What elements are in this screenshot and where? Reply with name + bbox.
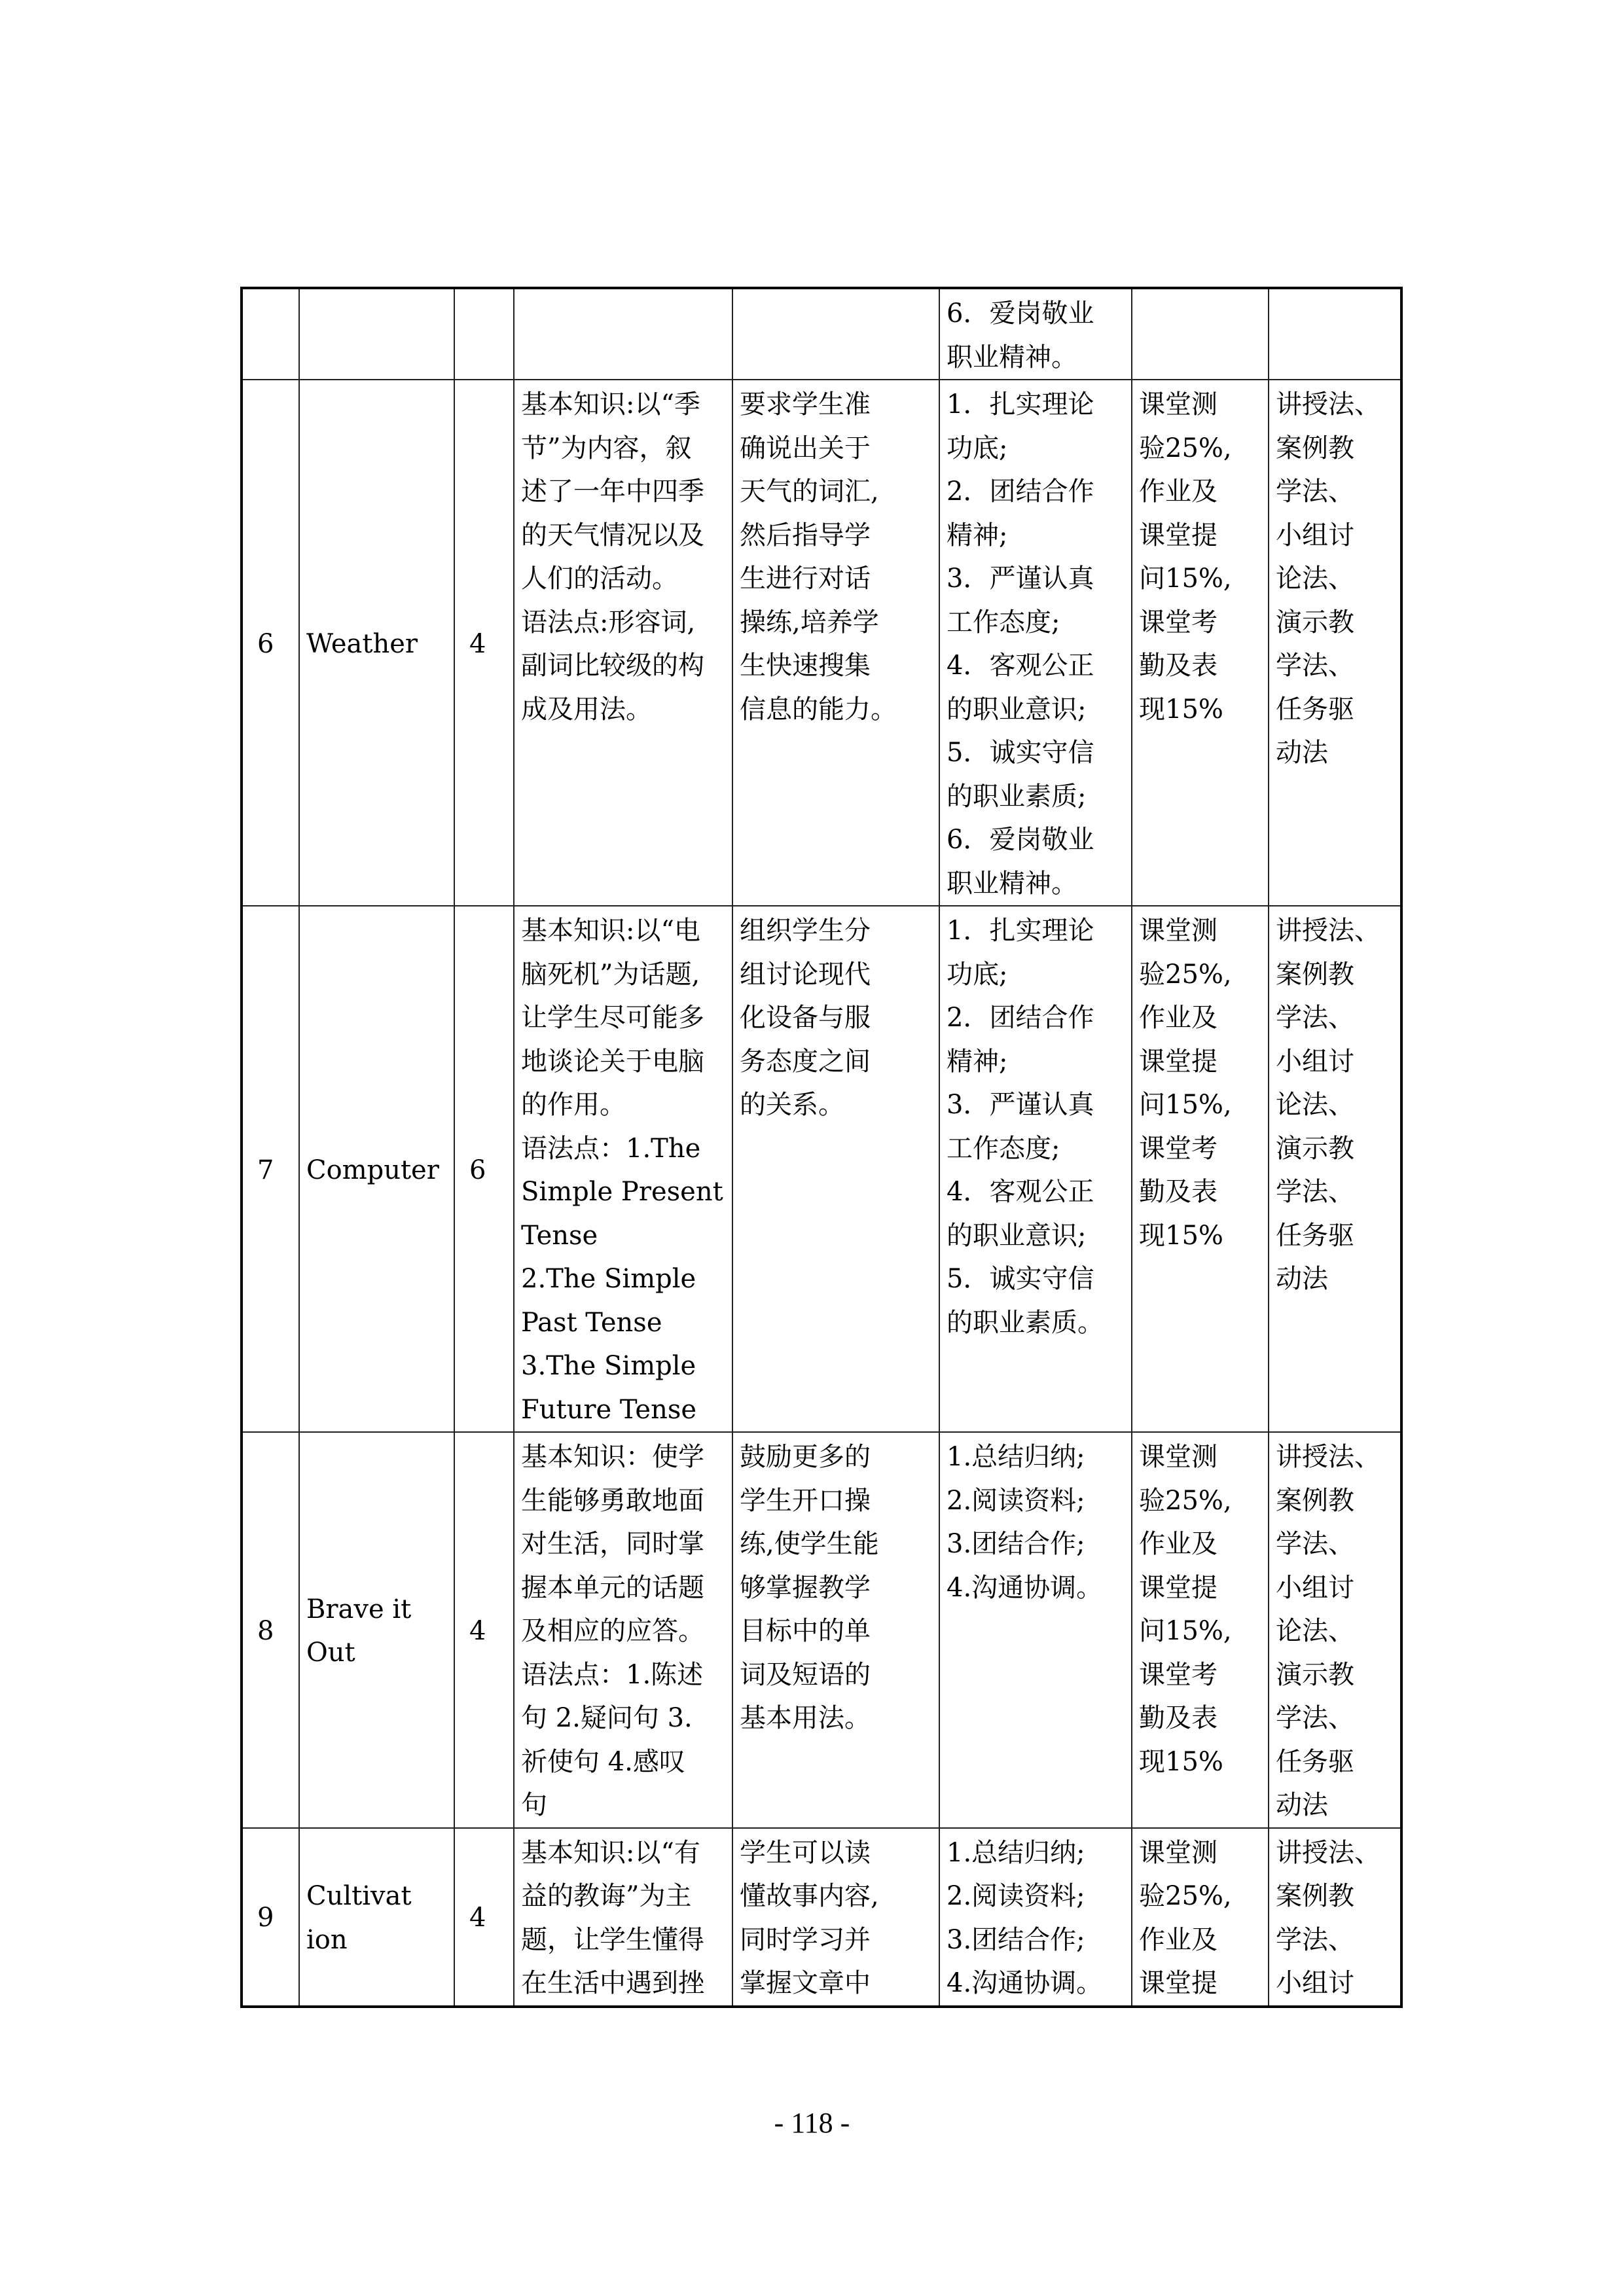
cell-line: 1.总结归纳;	[947, 1442, 1085, 1472]
cell-line: 2．团结合作	[947, 476, 1094, 507]
cell-line: 6．爱岗敬业	[947, 825, 1094, 855]
cell-line: 确说出关于	[740, 433, 871, 463]
cell-number: 8	[242, 1432, 299, 1828]
cell-assessment	[1132, 1828, 1269, 2007]
cell-line: 课堂测	[1139, 389, 1218, 420]
cell-line: 学生可以读	[740, 1837, 871, 1868]
cell-line: 课堂测	[1139, 916, 1218, 946]
cell-line: 任务驱	[1276, 1220, 1354, 1251]
cell-quality-goals	[939, 1432, 1132, 1828]
cell-line: 职业精神。	[947, 868, 1077, 899]
cell-line: 讲授法、	[1276, 1837, 1380, 1868]
cell-line: 4．客观公正	[947, 651, 1094, 681]
cell-line: 在生活中遇到挫	[521, 1968, 704, 1998]
cell-line: 生快速搜集	[740, 651, 871, 681]
cell-line: 学生开口操	[740, 1485, 871, 1516]
cell-line: 现15%	[1139, 1220, 1223, 1251]
cell-line: 对生活，同时掌	[521, 1529, 704, 1559]
cell-line: 现15%	[1139, 1746, 1223, 1777]
cell-line: 讲授法、	[1276, 916, 1380, 946]
cell-line: 1．扎实理论	[947, 916, 1094, 946]
cell-assessment	[1132, 380, 1269, 906]
cell-quality-goals	[939, 380, 1132, 906]
cell-line: 工作态度;	[947, 607, 1060, 637]
cell-line: 勤及表	[1139, 1703, 1218, 1733]
cell-line: 3．严谨认真	[947, 1090, 1094, 1120]
cell-line: 问15%,	[1139, 1090, 1232, 1120]
cell-line: 要求学生准	[740, 389, 871, 420]
cell-line: Weather	[306, 628, 418, 659]
cell-line: 词及短语的	[740, 1659, 871, 1690]
cell-line: 工作态度;	[947, 1133, 1060, 1164]
cell-line: 功底;	[947, 959, 1008, 990]
cell-line: 动法	[1276, 738, 1328, 768]
cell-line: 任务驱	[1276, 1746, 1354, 1777]
cell-line: 的职业素质。	[947, 1307, 1104, 1338]
cell-line: 动法	[1276, 1790, 1328, 1820]
cell-line: Future Tense	[521, 1394, 697, 1425]
cell-teaching-requirements	[732, 1432, 939, 1828]
cell-line: 作业及	[1139, 476, 1218, 507]
cell-line: 案例教	[1276, 433, 1354, 463]
cell-line: 验25%,	[1139, 959, 1232, 990]
cell-line: 基本知识:以“季	[521, 389, 700, 420]
cell-line: 作业及	[1139, 1003, 1218, 1033]
cell-line: 句 2.疑问句 3.	[521, 1703, 693, 1733]
cell-line: 节”为内容，叙	[521, 433, 692, 463]
cell-line: 学法、	[1276, 1003, 1354, 1033]
cell-line: 然后指导学	[740, 520, 871, 550]
cell-line: ion	[306, 1924, 348, 1955]
cell-line: Past Tense	[521, 1307, 662, 1338]
cell-teaching-content	[514, 288, 732, 380]
cell-line: 2.阅读资料;	[947, 1485, 1085, 1516]
cell-line: 课堂考	[1139, 1659, 1218, 1690]
cell-number: 7	[242, 906, 299, 1432]
cell-line: 语法点：1.The	[521, 1133, 701, 1164]
cell-line: 作业及	[1139, 1924, 1218, 1955]
cell-line: 同时学习并	[740, 1924, 871, 1955]
cell-line: 课堂提	[1139, 1968, 1218, 1998]
cell-line: 基本知识:以“电	[521, 916, 700, 946]
cell-line: 3．严谨认真	[947, 564, 1094, 594]
cell-line: 练,使学生能	[740, 1529, 879, 1559]
cell-line: Brave it	[306, 1594, 412, 1624]
cell-line: 4.沟通协调。	[947, 1572, 1103, 1603]
cell-line: 生能够勇敢地面	[521, 1485, 704, 1516]
cell-line: 案例教	[1276, 1485, 1354, 1516]
cell-line: 4．客观公正	[947, 1177, 1094, 1207]
cell-line: 小组讨	[1276, 1968, 1354, 1998]
cell-line: 学法、	[1276, 1529, 1354, 1559]
cell-line: 学法、	[1276, 1924, 1354, 1955]
cell-line: 天气的词汇,	[740, 476, 879, 507]
cell-line: 祈使句 4.感叹	[521, 1746, 685, 1777]
cell-unit-title	[299, 380, 454, 906]
cell-hours: 4	[454, 1432, 514, 1828]
cell-line: 基本知识:以“有	[521, 1837, 700, 1868]
cell-teaching-content	[514, 380, 732, 906]
cell-line: 基本知识：使学	[521, 1442, 704, 1472]
cell-line: 小组讨	[1276, 520, 1354, 550]
cell-unit-title	[299, 1432, 454, 1828]
cell-line: 任务驱	[1276, 694, 1354, 725]
cell-line: 课堂考	[1139, 1133, 1218, 1164]
cell-quality-goals	[939, 288, 1132, 380]
cell-line: 学法、	[1276, 651, 1354, 681]
cell-line: 组讨论现代	[740, 959, 871, 990]
cell-teaching-content	[514, 1432, 732, 1828]
cell-line: 职业精神。	[947, 342, 1077, 372]
cell-line: 课堂考	[1139, 607, 1218, 637]
cell-line: 验25%,	[1139, 1881, 1232, 1911]
cell-line: 论法、	[1276, 1090, 1354, 1120]
page-number: - 118 -	[774, 2107, 850, 2139]
cell-line: 生进行对话	[740, 564, 871, 594]
cell-line: 的职业素质;	[947, 781, 1087, 812]
cell-line: 化设备与服	[740, 1003, 871, 1033]
cell-line: 握本单元的话题	[521, 1572, 704, 1603]
cell-line: 的职业意识;	[947, 694, 1087, 725]
cell-line: 人们的活动。	[521, 564, 678, 594]
cell-line: 地谈论关于电脑	[521, 1046, 704, 1077]
cell-line: 动法	[1276, 1264, 1328, 1294]
cell-line: 的职业意识;	[947, 1220, 1087, 1251]
cell-line: 精神;	[947, 520, 1008, 550]
cell-hours	[454, 288, 514, 380]
table-row	[242, 288, 1401, 380]
cell-line: 学法、	[1276, 1703, 1354, 1733]
cell-line: 学法、	[1276, 476, 1354, 507]
cell-line: 够掌握教学	[740, 1572, 871, 1603]
cell-quality-goals	[939, 1828, 1132, 2007]
cell-line: 句	[521, 1790, 547, 1820]
cell-teaching-requirements	[732, 288, 939, 380]
cell-line: 课堂提	[1139, 1572, 1218, 1603]
cell-line: 勤及表	[1139, 1177, 1218, 1207]
cell-line: 题，让学生懂得	[521, 1924, 704, 1955]
cell-line: 鼓励更多的	[740, 1442, 871, 1472]
cell-line: 问15%,	[1139, 1616, 1232, 1646]
cell-line: 5．诚实守信	[947, 738, 1094, 768]
cell-line: 6．爱岗敬业	[947, 298, 1094, 329]
cell-line: 2．团结合作	[947, 1003, 1094, 1033]
cell-line: 益的教诲”为主	[521, 1881, 692, 1911]
cell-line: 2.The Simple	[521, 1264, 696, 1294]
cell-line: 问15%,	[1139, 564, 1232, 594]
table-body	[242, 288, 1401, 2007]
cell-line: Computer	[306, 1155, 439, 1185]
cell-number: 6	[242, 380, 299, 906]
cell-number: 9	[242, 1828, 299, 2007]
cell-assessment	[1132, 1432, 1269, 1828]
cell-unit-title	[299, 1828, 454, 2007]
cell-line: 讲授法、	[1276, 389, 1380, 420]
cell-line: 3.团结合作;	[947, 1529, 1085, 1559]
cell-line: 课堂提	[1139, 520, 1218, 550]
cell-assessment	[1132, 288, 1269, 380]
cell-line: 信息的能力。	[740, 694, 897, 725]
cell-quality-goals	[939, 906, 1132, 1432]
cell-hours: 6	[454, 906, 514, 1432]
cell-line: 懂故事内容,	[740, 1881, 879, 1911]
cell-line: 及相应的应答。	[521, 1616, 704, 1646]
cell-line: 脑死机”为话题,	[521, 959, 700, 990]
cell-line: 语法点:形容词,	[521, 607, 696, 637]
cell-line: 小组讨	[1276, 1046, 1354, 1077]
cell-line: 功底;	[947, 433, 1008, 463]
cell-teaching-requirements	[732, 380, 939, 906]
cell-line: Tense	[521, 1220, 598, 1251]
cell-line: 作业及	[1139, 1529, 1218, 1559]
cell-line: Out	[306, 1638, 355, 1668]
cell-unit-title	[299, 288, 454, 380]
cell-line: 基本用法。	[740, 1703, 871, 1733]
cell-assessment	[1132, 906, 1269, 1432]
cell-line: Cultivat	[306, 1881, 412, 1911]
cell-line: 让学生尽可能多	[521, 1003, 704, 1033]
cell-line: Simple Present	[521, 1177, 723, 1207]
cell-line: 现15%	[1139, 694, 1223, 725]
cell-line: 3.The Simple	[521, 1351, 696, 1381]
cell-line: 演示教	[1276, 1133, 1354, 1164]
cell-number	[242, 288, 299, 380]
table-row	[242, 380, 1401, 906]
cell-teaching-content	[514, 906, 732, 1432]
cell-line: 论法、	[1276, 1616, 1354, 1646]
cell-line: 小组讨	[1276, 1572, 1354, 1603]
cell-line: 学法、	[1276, 1177, 1354, 1207]
cell-line: 4.沟通协调。	[947, 1968, 1103, 1998]
cell-teaching-methods	[1269, 1828, 1401, 2007]
table-row	[242, 906, 1401, 1432]
cell-line: 的作用。	[521, 1090, 626, 1120]
cell-teaching-content	[514, 1828, 732, 2007]
cell-line: 验25%,	[1139, 1485, 1232, 1516]
cell-line: 演示教	[1276, 607, 1354, 637]
cell-line: 勤及表	[1139, 651, 1218, 681]
cell-line: 1．扎实理论	[947, 389, 1094, 420]
cell-hours: 4	[454, 1828, 514, 2007]
cell-line: 讲授法、	[1276, 1442, 1380, 1472]
cell-line: 5．诚实守信	[947, 1264, 1094, 1294]
cell-line: 目标中的单	[740, 1616, 871, 1646]
cell-line: 的关系。	[740, 1090, 844, 1120]
cell-teaching-methods	[1269, 288, 1401, 380]
cell-hours: 4	[454, 380, 514, 906]
cell-line: 演示教	[1276, 1659, 1354, 1690]
cell-line: 1.总结归纳;	[947, 1837, 1085, 1868]
cell-line: 课堂测	[1139, 1837, 1218, 1868]
cell-line: 课堂提	[1139, 1046, 1218, 1077]
table-row	[242, 1432, 1401, 1828]
cell-line: 案例教	[1276, 959, 1354, 990]
cell-line: 掌握文章中	[740, 1968, 871, 1998]
cell-line: 副词比较级的构	[521, 651, 704, 681]
cell-teaching-methods	[1269, 1432, 1401, 1828]
table-row	[242, 1828, 1401, 2007]
cell-teaching-requirements	[732, 1828, 939, 2007]
cell-unit-title	[299, 906, 454, 1432]
cell-line: 的天气情况以及	[521, 520, 704, 550]
cell-teaching-methods	[1269, 906, 1401, 1432]
cell-line: 2.阅读资料;	[947, 1881, 1085, 1911]
cell-line: 案例教	[1276, 1881, 1354, 1911]
cell-line: 3.团结合作;	[947, 1924, 1085, 1955]
cell-line: 精神;	[947, 1046, 1008, 1077]
cell-line: 论法、	[1276, 564, 1354, 594]
cell-line: 成及用法。	[521, 694, 652, 725]
cell-line: 验25%,	[1139, 433, 1232, 463]
cell-line: 务态度之间	[740, 1046, 871, 1077]
course-schedule-table	[240, 287, 1403, 2008]
cell-teaching-methods	[1269, 380, 1401, 906]
cell-teaching-requirements	[732, 906, 939, 1432]
cell-line: 组织学生分	[740, 916, 871, 946]
cell-line: 操练,培养学	[740, 607, 879, 637]
cell-line: 课堂测	[1139, 1442, 1218, 1472]
cell-line: 述了一年中四季	[521, 476, 704, 507]
cell-line: 语法点：1.陈述	[521, 1659, 704, 1690]
